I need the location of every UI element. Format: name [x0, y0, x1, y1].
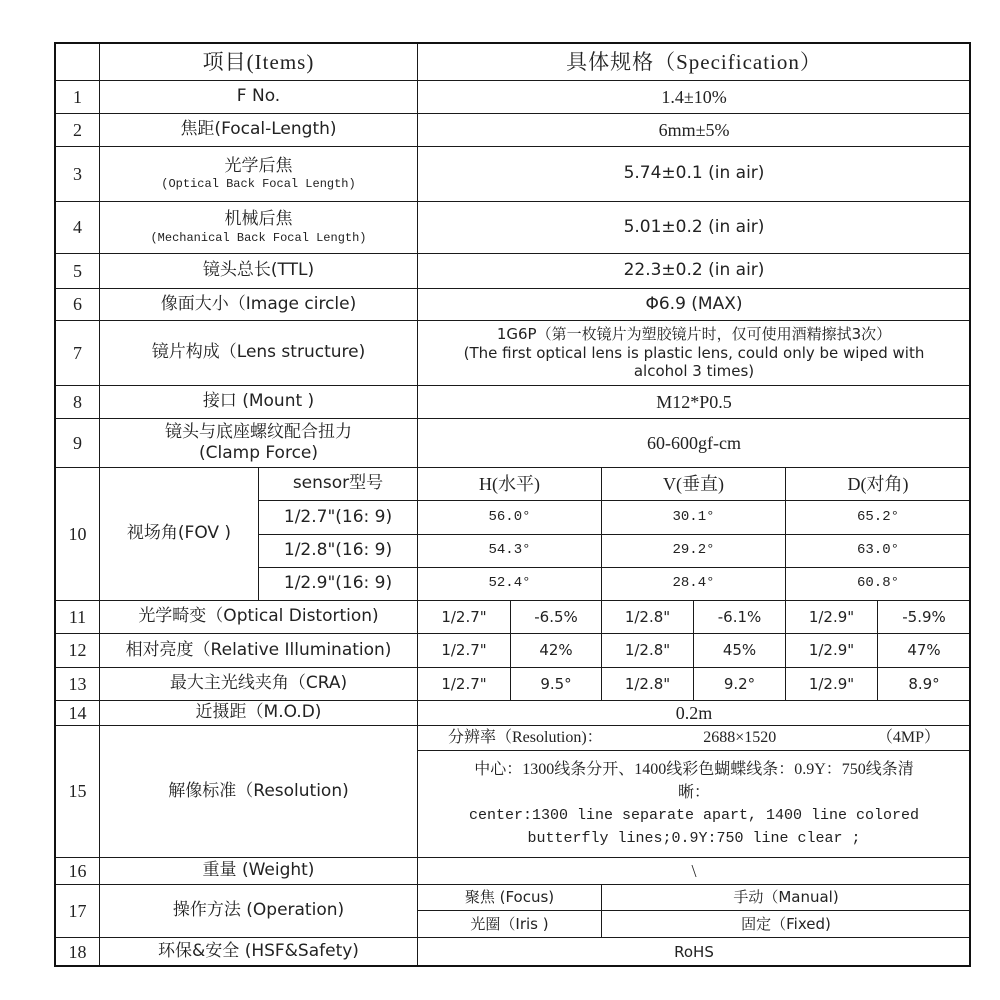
- item-label-text: 镜头总长(TTL): [202, 260, 315, 281]
- resolution-mp: （4MP）: [876, 729, 940, 746]
- row-number: [55, 288, 100, 321]
- row-number-text: 13: [68, 673, 87, 694]
- spec-value-text: Φ6.9 (MAX): [645, 293, 743, 314]
- fov-d-value-text: 60.8°: [856, 575, 899, 592]
- perf-value-text: 47%: [907, 641, 941, 660]
- item-label-text: 相对亮度（Relative Illumination): [125, 639, 392, 660]
- perf-sensor-text: 1/2.8": [624, 674, 671, 693]
- row-number: [55, 320, 100, 386]
- row-number-text: 11: [68, 606, 87, 627]
- row-number-text: 2: [73, 119, 82, 140]
- perf-sensor-text: 1/2.8": [624, 607, 671, 626]
- fov-d-value-text: 65.2°: [856, 508, 899, 525]
- fov-d-value: [785, 500, 971, 535]
- row-number-text: 5: [73, 260, 82, 281]
- spec-value-text: 60-600gf-cm: [647, 432, 741, 453]
- fov-sensor-header-text: sensor型号: [292, 473, 384, 494]
- item-label: [99, 288, 418, 321]
- fov-h-value: [417, 500, 602, 535]
- fov-d-value-text: 63.0°: [856, 542, 899, 559]
- row-number: [55, 467, 100, 601]
- fov-h-value-text: 52.4°: [488, 575, 531, 592]
- item-label-text: 重量 (Weight): [202, 860, 315, 881]
- fov-v-value-text: 30.1°: [672, 508, 715, 525]
- row-number-text: 3: [73, 163, 82, 184]
- perf-value-text: 45%: [722, 641, 757, 660]
- perf-sensor: [785, 600, 878, 634]
- spec-value-text: 5.74±0.1 (in air): [623, 163, 765, 184]
- perf-value-text: -6.5%: [534, 607, 578, 626]
- item-label: [99, 937, 418, 967]
- item-label-text: 解像标准（Resolution): [168, 780, 349, 801]
- item-label-text: 光学后焦: [224, 155, 293, 176]
- spec-value: [417, 253, 971, 289]
- fov-d-value: [785, 534, 971, 568]
- item-label-text: 镜片构成（Lens structure): [151, 342, 366, 363]
- focus-value-text: 手动（Manual): [733, 888, 839, 907]
- fov-sensor-text: 1/2.7"(16: 9): [283, 506, 393, 527]
- spec-value-text: (The first optical lens is plastic lens, could only be wiped with: [463, 343, 925, 362]
- perf-value-text: -6.1%: [717, 607, 762, 626]
- perf-sensor: [785, 667, 878, 701]
- row-number: [55, 884, 100, 938]
- row-number-text: 10: [68, 523, 87, 544]
- row-number: [55, 253, 100, 289]
- iris-label-text: 光圈（Iris ): [470, 914, 549, 933]
- focus-label-text: 聚焦 (Focus): [464, 888, 555, 907]
- fov-sensor: [258, 500, 418, 535]
- item-label: [99, 857, 418, 885]
- row-number-text: 8: [73, 391, 82, 412]
- item-label-text: (Mechanical Back Focal Length): [150, 230, 367, 245]
- iris-value: [601, 910, 971, 938]
- spec-value: [417, 937, 971, 967]
- item-label: [99, 418, 418, 468]
- row-number: [55, 667, 100, 701]
- focus-label: [417, 884, 602, 911]
- perf-value-text: 42%: [539, 641, 573, 660]
- spec-value-text: M12*P0.5: [656, 391, 732, 412]
- item-label-text: 机械后焦: [224, 209, 293, 230]
- fov-h-header-text: H(水平): [479, 473, 540, 494]
- fov-d-header-text: D(对角): [847, 473, 909, 494]
- spec-value-text: \: [691, 860, 697, 881]
- fov-v-value: [601, 534, 786, 568]
- focus-value: [601, 884, 971, 911]
- item-label-text: F No.: [236, 86, 281, 107]
- item-label-text: 接口 (Mount ): [202, 391, 315, 412]
- item-label-text: (Optical Back Focal Length): [161, 177, 356, 192]
- resolution-spec-header: [417, 725, 971, 751]
- item-label: [99, 884, 418, 938]
- perf-sensor-text: 1/2.8": [624, 641, 671, 660]
- perf-value: [877, 667, 971, 701]
- row-number-text: 15: [68, 781, 87, 802]
- header-spec-text: 具体规格（Specification）: [566, 49, 822, 74]
- row-number: [55, 418, 100, 468]
- fov-v-value-text: 28.4°: [672, 575, 715, 592]
- spec-value-text: 1G6P（第一枚镜片为塑胶镜片时，仅可使用酒精擦拭3次）: [496, 324, 892, 343]
- perf-sensor-text: 1/2.7": [441, 641, 487, 660]
- header-items-text: 项目(Items): [202, 49, 315, 74]
- perf-sensor-text: 1/2.9": [808, 674, 855, 693]
- resolution-cn-line1: 中心：1300线条分开、1400线彩色蝴蝶线条：0.9Y：750线条清: [474, 761, 914, 778]
- perf-sensor-text: 1/2.7": [441, 674, 487, 693]
- fov-d-header: [785, 467, 971, 501]
- perf-value: [693, 633, 786, 668]
- row-number-text: 12: [68, 640, 87, 661]
- item-label-text: 环保&安全 (HSF&Safety): [158, 941, 359, 962]
- item-label: [99, 146, 418, 202]
- perf-sensor: [785, 633, 878, 668]
- fov-v-header: [601, 467, 786, 501]
- spec-value-text: 1.4±10%: [661, 86, 727, 107]
- fov-h-value-text: 56.0°: [488, 508, 531, 525]
- spec-value: [417, 146, 971, 202]
- spec-value-text: 5.01±0.2 (in air): [623, 216, 765, 237]
- resolution-label: 分辨率（Resolution)：: [448, 729, 603, 746]
- item-label: [99, 633, 418, 668]
- item-label-text: 光学畸变（Optical Distortion): [138, 606, 379, 627]
- row-number: [55, 600, 100, 634]
- spec-value: [417, 700, 971, 726]
- perf-value-text: 9.2°: [723, 674, 756, 693]
- fov-v-value-text: 29.2°: [672, 542, 715, 559]
- perf-sensor: [601, 600, 694, 634]
- row-number-text: 6: [73, 294, 82, 315]
- row-number: [55, 201, 100, 254]
- item-label-text: (Clamp Force): [198, 443, 319, 463]
- resolution-criteria: [417, 750, 971, 858]
- item-label: [99, 320, 418, 386]
- resolution-cn-line2: 晰：: [677, 784, 710, 801]
- perf-sensor-text: 1/2.9": [808, 607, 855, 626]
- item-label: [99, 80, 418, 114]
- item-label: [99, 385, 418, 419]
- perf-value: [693, 667, 786, 701]
- fov-h-value-text: 54.3°: [488, 542, 531, 559]
- spec-value: [417, 201, 971, 254]
- header-items: [99, 43, 418, 81]
- row-number: [55, 385, 100, 419]
- row-number: [55, 700, 100, 726]
- row-number-text: 17: [68, 900, 87, 921]
- spec-value-text: 0.2m: [675, 702, 713, 723]
- perf-value: [877, 600, 971, 634]
- spec-value-text: RoHS: [674, 942, 714, 961]
- fov-d-value: [785, 567, 971, 601]
- row-number: [55, 146, 100, 202]
- fov-sensor: [258, 567, 418, 601]
- fov-v-value: [601, 500, 786, 535]
- spec-value-text: 22.3±0.2 (in air): [623, 260, 765, 281]
- row-number-text: 14: [68, 702, 87, 723]
- fov-v-value: [601, 567, 786, 601]
- item-label: [99, 113, 418, 147]
- perf-value: [510, 667, 602, 701]
- spec-value: [417, 320, 971, 386]
- item-label: [99, 725, 418, 858]
- header-spec: [417, 43, 971, 81]
- row-number: [55, 857, 100, 885]
- spec-value: [417, 113, 971, 147]
- iris-label: [417, 910, 602, 938]
- row-number-text: 7: [73, 342, 82, 363]
- spec-value: [417, 80, 971, 114]
- item-label: [99, 700, 418, 726]
- row-number-text: 1: [73, 86, 82, 107]
- perf-value: [510, 633, 602, 668]
- spec-value: [417, 857, 971, 885]
- row-number: [55, 113, 100, 147]
- iris-value-text: 固定（Fixed): [741, 914, 831, 933]
- perf-sensor: [601, 667, 694, 701]
- item-label-text: 近摄距（M.O.D): [195, 702, 322, 723]
- perf-value: [510, 600, 602, 634]
- perf-sensor-text: 1/2.9": [808, 641, 855, 660]
- spec-value-text: alcohol 3 times): [633, 362, 755, 381]
- resolution-en-line1: center:1300 line separate apart, 1400 line colored: [468, 807, 920, 824]
- row-number-text: 18: [68, 941, 87, 962]
- fov-label-text: 视场角(FOV ): [126, 523, 232, 544]
- fov-sensor-text: 1/2.9"(16: 9): [283, 573, 393, 594]
- spec-value: [417, 418, 971, 468]
- item-label: [99, 253, 418, 289]
- item-label-text: 镜头与底座螺纹配合扭力: [165, 421, 352, 442]
- resolution-value: 2688×1520: [703, 729, 777, 746]
- spec-value: [417, 385, 971, 419]
- item-label-text: 像面大小（Image circle): [160, 293, 357, 314]
- row-number-text: 16: [68, 860, 87, 881]
- fov-sensor-text: 1/2.8"(16: 9): [283, 540, 393, 561]
- item-label-text: 操作方法 (Operation): [172, 900, 345, 921]
- row-number: [55, 937, 100, 967]
- perf-sensor: [417, 600, 511, 634]
- fov-h-value: [417, 534, 602, 568]
- perf-value: [877, 633, 971, 668]
- row-number-text: 9: [73, 432, 82, 453]
- item-label: [99, 201, 418, 254]
- item-label-text: 焦距(Focal-Length): [180, 119, 337, 140]
- row-number: [55, 633, 100, 668]
- perf-value-text: 9.5°: [540, 674, 572, 693]
- item-label: [99, 667, 418, 701]
- spec-value: [417, 288, 971, 321]
- resolution-en-line2: butterfly lines;0.9Y:750 line clear ;: [527, 830, 861, 847]
- row-number: [55, 725, 100, 858]
- spec-value-text: 6mm±5%: [658, 119, 730, 140]
- perf-value-text: 8.9°: [908, 674, 940, 693]
- row-number-text: 4: [73, 217, 82, 238]
- perf-sensor: [417, 667, 511, 701]
- fov-sensor-header: [258, 467, 418, 501]
- row-number: [55, 80, 100, 114]
- perf-sensor: [601, 633, 694, 668]
- fov-label: [99, 467, 259, 601]
- fov-v-header-text: V(垂直): [663, 473, 724, 494]
- item-label: [99, 600, 418, 634]
- perf-sensor-text: 1/2.7": [441, 607, 487, 626]
- perf-sensor: [417, 633, 511, 668]
- fov-h-header: [417, 467, 602, 501]
- perf-value: [693, 600, 786, 634]
- item-label-text: 最大主光线夹角（CRA): [169, 673, 348, 694]
- header-num-cell: [55, 43, 100, 81]
- fov-h-value: [417, 567, 602, 601]
- perf-value-text: -5.9%: [902, 607, 946, 626]
- fov-sensor: [258, 534, 418, 568]
